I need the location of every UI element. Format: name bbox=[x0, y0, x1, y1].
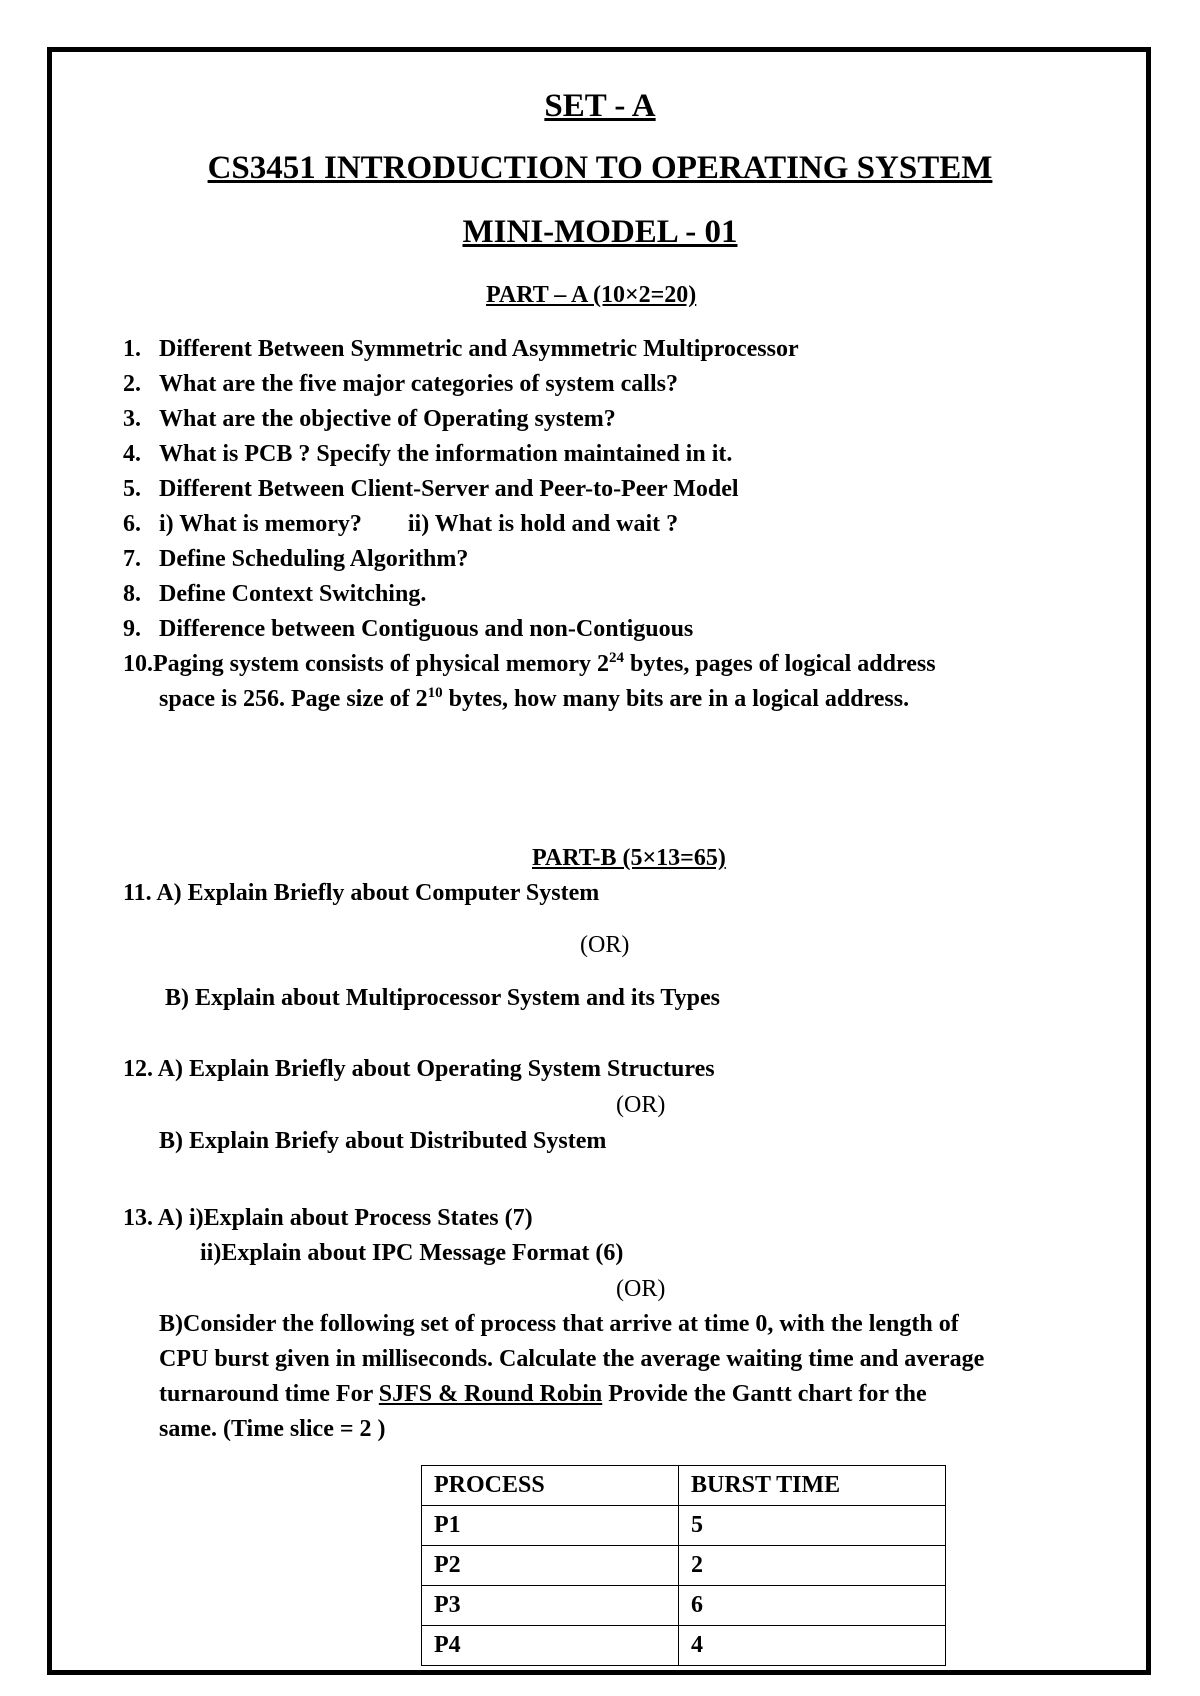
table-row bbox=[422, 1546, 946, 1586]
or-separator: (OR) bbox=[580, 932, 630, 958]
table-cell: P2 bbox=[422, 1546, 679, 1586]
question-text: bytes, pages of logical address bbox=[623, 651, 936, 677]
question-text: space is 256. Page size of 2 bbox=[159, 686, 428, 712]
question-text: Different Between Symmetric and Asymmetric Multiprocessor bbox=[159, 336, 799, 362]
question-text: Difference between Contiguous and non-Contiguous bbox=[159, 616, 694, 642]
course-title: CS3451 INTRODUCTION TO OPERATING SYSTEM bbox=[207, 150, 993, 186]
question-12b: B) Explain Briefy about Distributed System bbox=[159, 1128, 607, 1154]
question-text: Provide the Gantt chart for the bbox=[602, 1381, 927, 1407]
question-number: 7. bbox=[123, 546, 141, 572]
question-13a-i: 13. A) i)Explain about Process States (7) bbox=[123, 1205, 533, 1231]
question-item bbox=[123, 581, 426, 608]
question-13b-line: B)Consider the following set of process that arrive at time 0, with the length of bbox=[159, 1311, 959, 1337]
or-separator: (OR) bbox=[616, 1276, 666, 1302]
question-item bbox=[123, 511, 678, 538]
question-text: turnaround time For bbox=[159, 1381, 379, 1407]
question-number: 10. bbox=[123, 651, 153, 677]
exponent: 10 bbox=[427, 685, 443, 701]
question-item bbox=[123, 371, 678, 398]
table-header-row bbox=[422, 1466, 946, 1506]
table-cell: P4 bbox=[422, 1626, 679, 1666]
question-number: 3. bbox=[123, 406, 141, 432]
question-13a-ii: ii)Explain about IPC Message Format (6) bbox=[200, 1240, 624, 1266]
question-13b-line bbox=[159, 1381, 927, 1408]
question-13b-line: same. (Time slice = 2 ) bbox=[159, 1416, 386, 1442]
table-header: BURST TIME bbox=[679, 1466, 946, 1506]
question-text-part-i: i) What is memory? bbox=[159, 511, 362, 537]
question-item bbox=[123, 651, 936, 678]
question-11a: 11. A) Explain Briefly about Computer System bbox=[123, 880, 600, 906]
table-cell: P3 bbox=[422, 1586, 679, 1626]
table-header: PROCESS bbox=[422, 1466, 679, 1506]
part-a-heading: PART – A (10×2=20) bbox=[486, 282, 697, 308]
question-text: Different Between Client-Server and Peer-to-Peer Model bbox=[159, 476, 739, 502]
question-number: 4. bbox=[123, 441, 141, 467]
question-number: 8. bbox=[123, 581, 141, 607]
question-text: Define Scheduling Algorithm? bbox=[159, 546, 469, 572]
part-b-heading: PART-B (5×13=65) bbox=[532, 845, 726, 871]
table-row bbox=[422, 1506, 946, 1546]
underlined-text: SJFS & Round Robin bbox=[378, 1381, 603, 1407]
question-number: 2. bbox=[123, 371, 141, 397]
question-text: What are the objective of Operating system? bbox=[159, 406, 616, 432]
table-row bbox=[422, 1626, 946, 1666]
question-text: What is PCB ? Specify the information maintained in it. bbox=[159, 441, 733, 467]
burst-time-table bbox=[421, 1465, 946, 1666]
question-number: 5. bbox=[123, 476, 141, 502]
exponent: 24 bbox=[608, 650, 624, 666]
question-item bbox=[123, 406, 616, 433]
question-item bbox=[123, 336, 799, 363]
table-row bbox=[422, 1586, 946, 1626]
question-13b-line: CPU burst given in milliseconds. Calculate the average waiting time and average bbox=[159, 1346, 985, 1372]
question-text: Define Context Switching. bbox=[159, 581, 427, 607]
question-text: bytes, how many bits are in a logical address. bbox=[442, 686, 910, 712]
question-item bbox=[123, 441, 732, 468]
question-text: Paging system consists of physical memory 2 bbox=[153, 651, 609, 677]
question-11b: B) Explain about Multiprocessor System and its Types bbox=[165, 985, 720, 1011]
question-item bbox=[123, 616, 693, 643]
exam-title: MINI-MODEL - 01 bbox=[462, 214, 738, 250]
question-text-part-ii: ii) What is hold and wait ? bbox=[407, 511, 679, 537]
question-number: 6. bbox=[123, 511, 141, 537]
question-12a: 12. A) Explain Briefly about Operating System Structures bbox=[123, 1056, 715, 1082]
table-cell: 5 bbox=[679, 1506, 946, 1546]
table-cell: P1 bbox=[422, 1506, 679, 1546]
or-separator: (OR) bbox=[616, 1092, 666, 1118]
table-cell: 6 bbox=[679, 1586, 946, 1626]
question-number: 9. bbox=[123, 616, 141, 642]
question-continuation bbox=[159, 686, 909, 713]
table-cell: 4 bbox=[679, 1626, 946, 1666]
question-number: 1. bbox=[123, 336, 141, 362]
question-item bbox=[123, 546, 468, 573]
table-cell: 2 bbox=[679, 1546, 946, 1586]
question-item bbox=[123, 476, 739, 503]
question-text: What are the five major categories of system calls? bbox=[159, 371, 678, 397]
set-title: SET - A bbox=[544, 88, 656, 124]
